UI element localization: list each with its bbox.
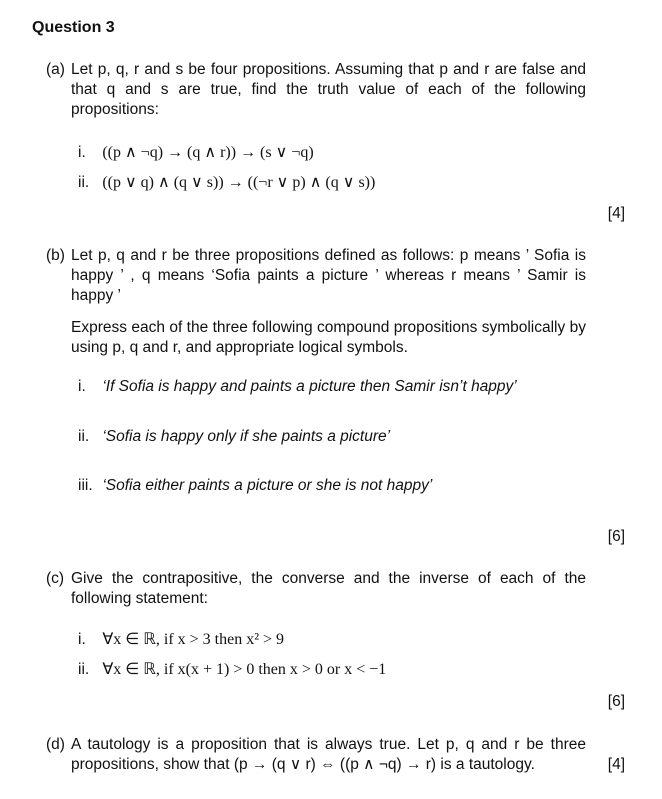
part-c-label: (c): [46, 570, 65, 587]
part-b-item-3: [78, 476, 432, 496]
item-expression: ((p ∧ ¬q) → (q ∧ r)) → (s ∨ ¬q): [102, 144, 314, 161]
part-b: [46, 246, 586, 358]
part-b-item-2: [78, 427, 390, 447]
part-a-item-2: [78, 173, 375, 193]
part-a-item-1: [78, 143, 314, 163]
part-c-text: Give the contrapositive, the converse and the inverse of each of the following statement:: [71, 570, 586, 607]
item-number: ii.: [78, 661, 90, 678]
item-expression: ∀x ∈ ℝ, if x(x + 1) > 0 then x > 0 or x < −1: [102, 661, 387, 678]
part-d-label: (d): [46, 736, 65, 753]
part-a-marks: [4]: [607, 205, 625, 222]
part-a-text: Let p, q, r and s be four propositions. Assuming that p and r are false and that q and s are true, find the truth value of each of the following propositions:: [71, 61, 586, 118]
part-c-marks: [6]: [607, 693, 625, 710]
item-text: ‘Sofia is happy only if she paints a picture’: [102, 428, 391, 445]
item-number: ii.: [78, 174, 90, 191]
item-text: ‘Sofia either paints a picture or she is not happy’: [102, 477, 433, 494]
part-b-item-1: [78, 377, 517, 397]
item-expression: ((p ∨ q) ∧ (q ∨ s)) → ((¬r ∨ p) ∧ (q ∨ s)): [102, 174, 376, 191]
part-b-label: (b): [46, 247, 65, 264]
question-title: Question 3: [32, 19, 115, 36]
part-b-instruction: Express each of the three following compound propositions symbolically by using p, q and r, and appropriate logical symbols.: [71, 319, 586, 356]
part-c-item-2: [78, 660, 386, 680]
item-number: iii.: [78, 477, 93, 494]
item-number: i.: [78, 144, 86, 161]
part-d-marks: [4]: [607, 756, 625, 773]
part-c: [46, 569, 586, 609]
part-b-text: Let p, q and r be three propositions defined as follows: p means ’ Sofia is happy ’ , q means ‘Sofia paints a picture ’ whereas r means ’ Samir is happy ’: [71, 247, 586, 304]
part-c-item-1: [78, 630, 284, 650]
part-b-marks: [6]: [607, 528, 625, 545]
part-a: [46, 60, 586, 120]
item-number: i.: [78, 378, 86, 395]
item-text: ‘If Sofia is happy and paints a picture then Samir isn’t happy’: [102, 378, 517, 395]
part-d: [46, 735, 586, 775]
item-number: ii.: [78, 428, 90, 445]
part-a-label: (a): [46, 61, 65, 78]
item-expression: ∀x ∈ ℝ, if x > 3 then x² > 9: [102, 631, 285, 648]
item-number: i.: [78, 631, 86, 648]
part-d-text: A tautology is a proposition that is always true. Let p, q and r be three propositions, show that (p → (q ∨ r) ⇔ ((p ∧ ¬q) → r) is a tautology.: [71, 736, 586, 773]
